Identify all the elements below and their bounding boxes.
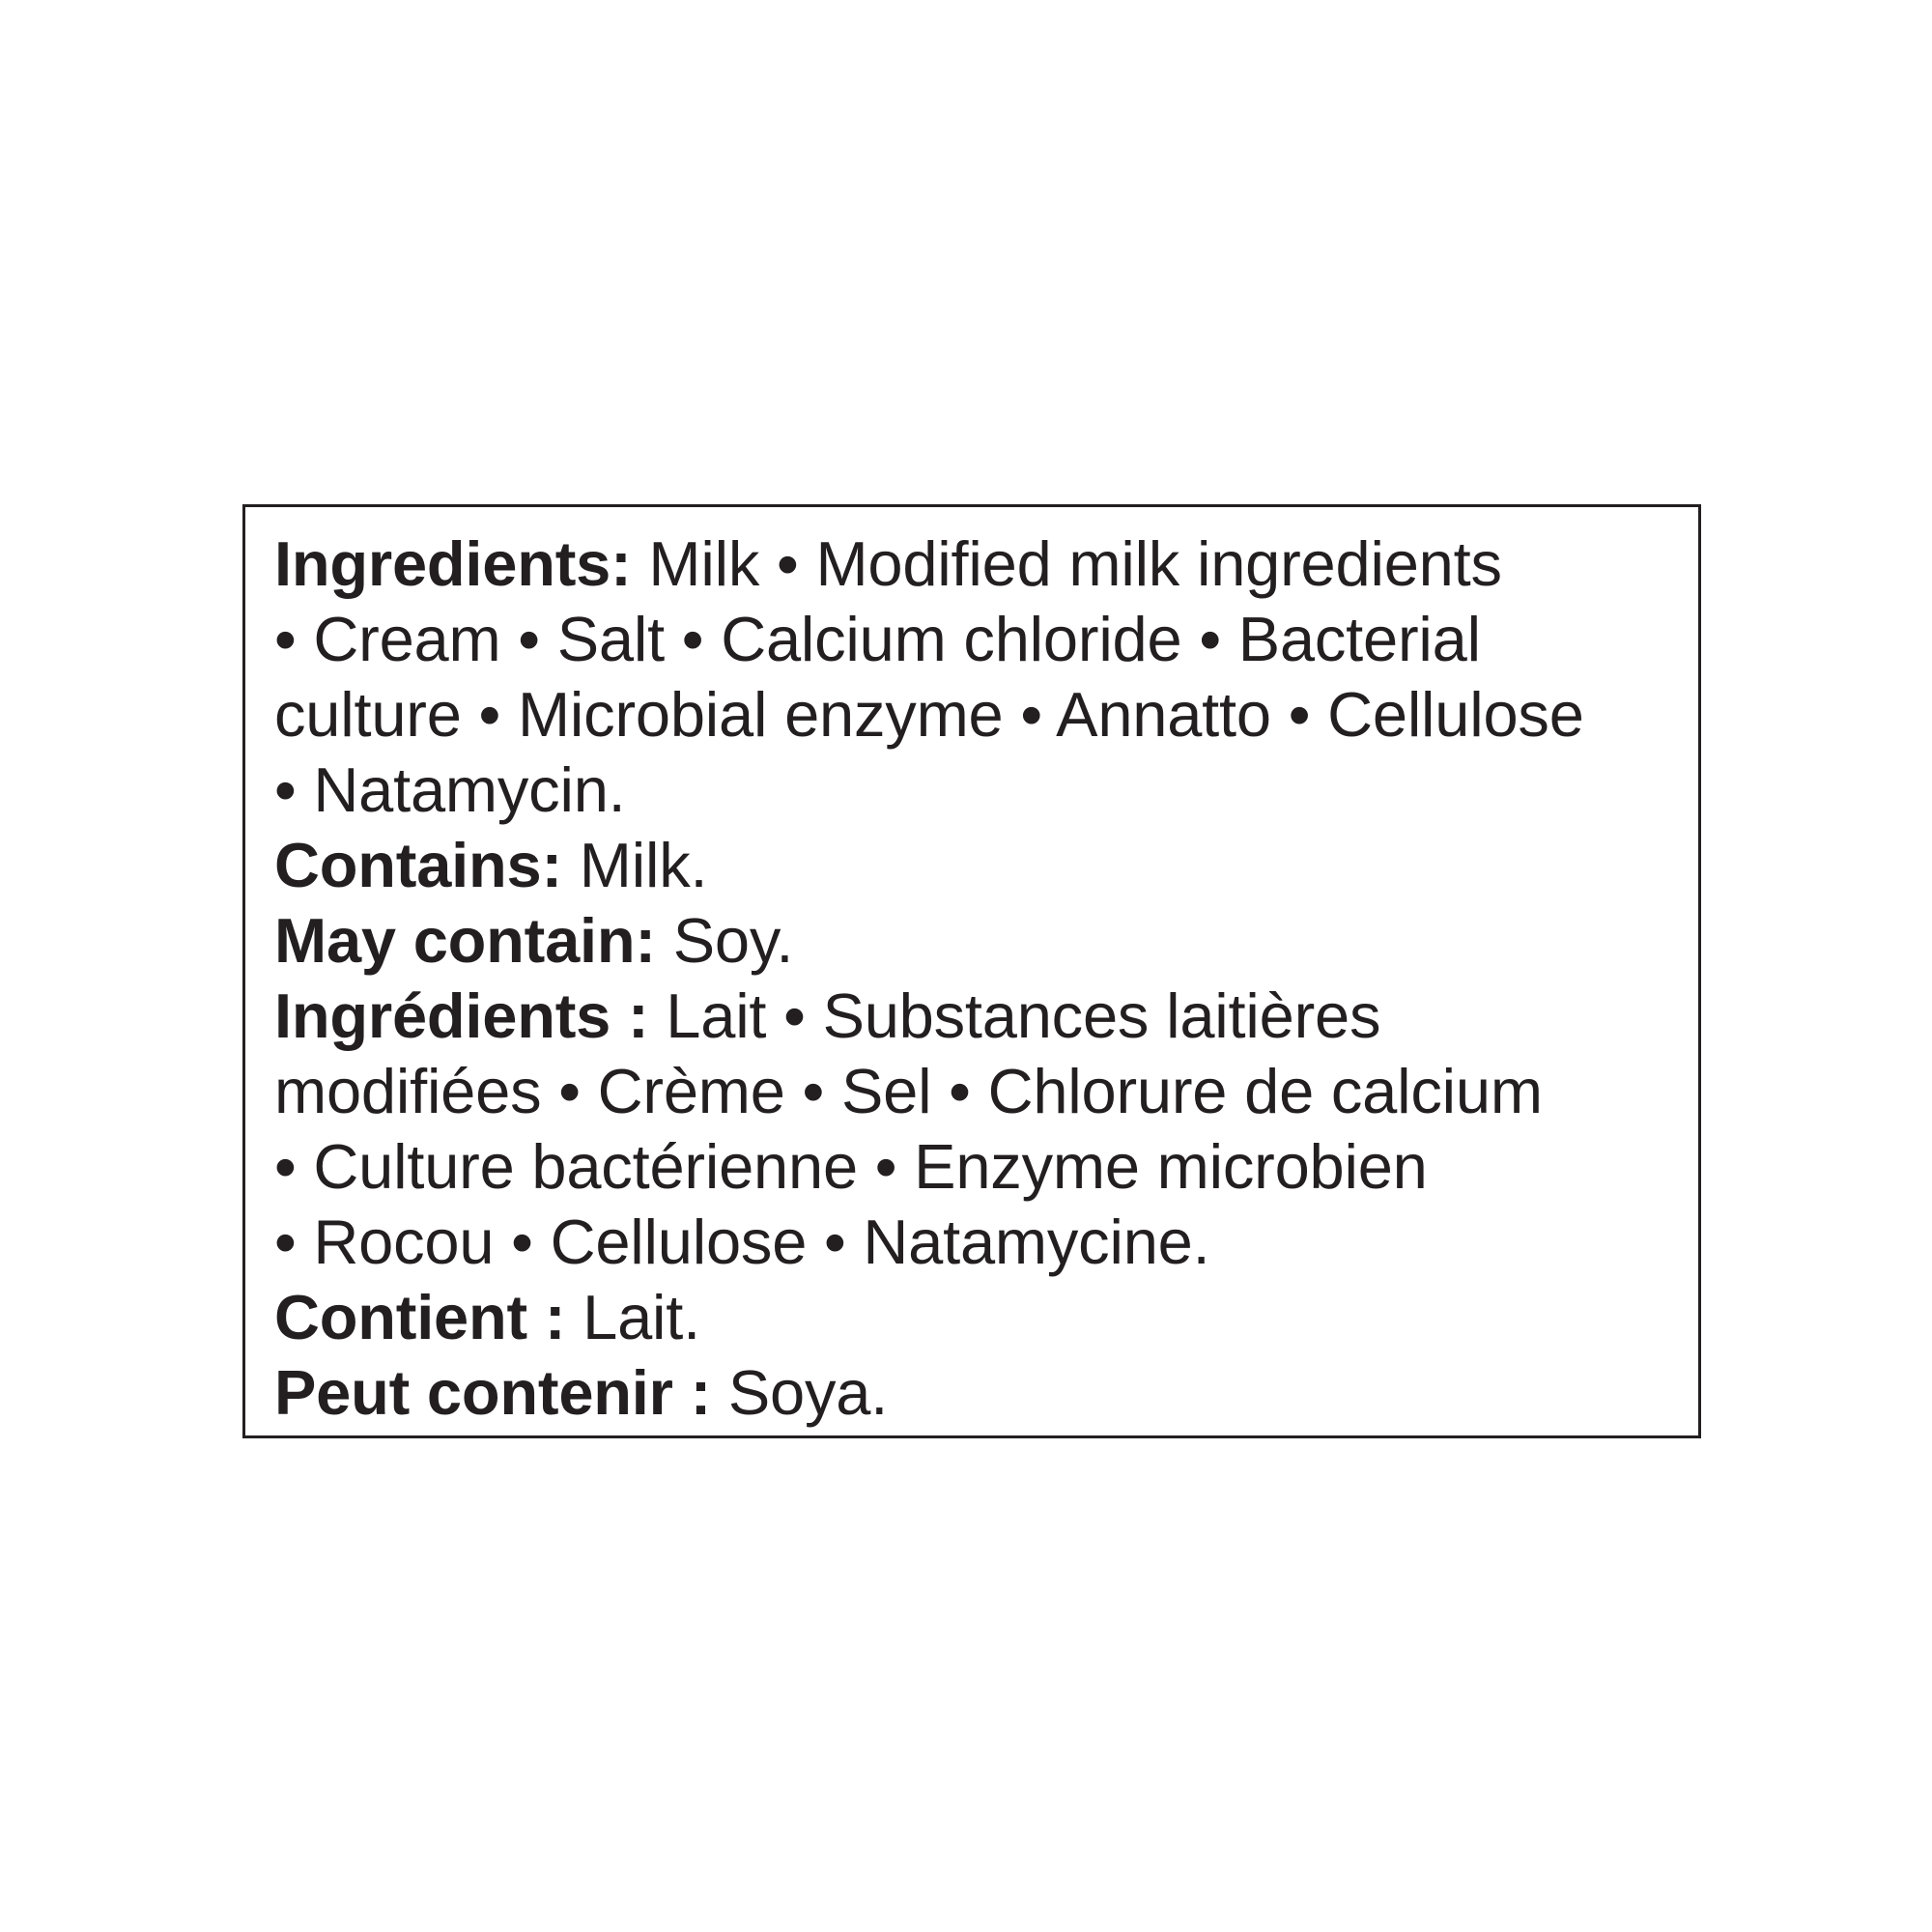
label-line-2: [274, 604, 1481, 674]
label-heading-ingredients-fr: Ingrédients :: [274, 980, 649, 1051]
label-text: Milk • Modified milk ingredients: [631, 528, 1502, 599]
label-heading-may-contain-en: May contain:: [274, 905, 656, 976]
label-text: • Natamycin.: [274, 754, 626, 825]
label-heading-contains-fr: Contient :: [274, 1282, 566, 1352]
label-text: Soy.: [655, 905, 794, 976]
label-line-5: [274, 830, 708, 900]
label-heading-ingredients-en: Ingredients:: [274, 528, 632, 599]
label-line-1: [274, 528, 1502, 599]
label-text: Soya.: [711, 1357, 889, 1428]
label-line-10: [274, 1207, 1210, 1277]
label-text: • Rocou • Cellulose • Natamycine.: [274, 1207, 1210, 1277]
label-line-4: [274, 754, 626, 825]
label-text: • Cream • Salt • Calcium chloride • Bacterial: [274, 604, 1481, 674]
label-line-11: [274, 1282, 700, 1352]
label-text: • Culture bactérienne • Enzyme microbien: [274, 1131, 1428, 1202]
label-line-6: [274, 905, 794, 976]
label-heading-may-contain-fr: Peut contenir :: [274, 1357, 712, 1428]
label-line-9: [274, 1131, 1428, 1202]
label-text: Lait • Substances laitières: [648, 980, 1381, 1051]
label-text: Lait.: [565, 1282, 700, 1352]
label-line-3: [274, 679, 1584, 750]
label-text: culture • Microbial enzyme • Annatto • Cellulose: [274, 679, 1584, 750]
label-line-12: [274, 1357, 889, 1428]
label-text: Milk.: [561, 830, 708, 900]
ingredients-label-box: [242, 504, 1701, 1438]
label-heading-contains-en: Contains:: [274, 830, 562, 900]
label-line-8: [274, 1056, 1543, 1126]
label-text: modifiées • Crème • Sel • Chlorure de calcium: [274, 1056, 1543, 1126]
label-line-7: [274, 980, 1381, 1051]
